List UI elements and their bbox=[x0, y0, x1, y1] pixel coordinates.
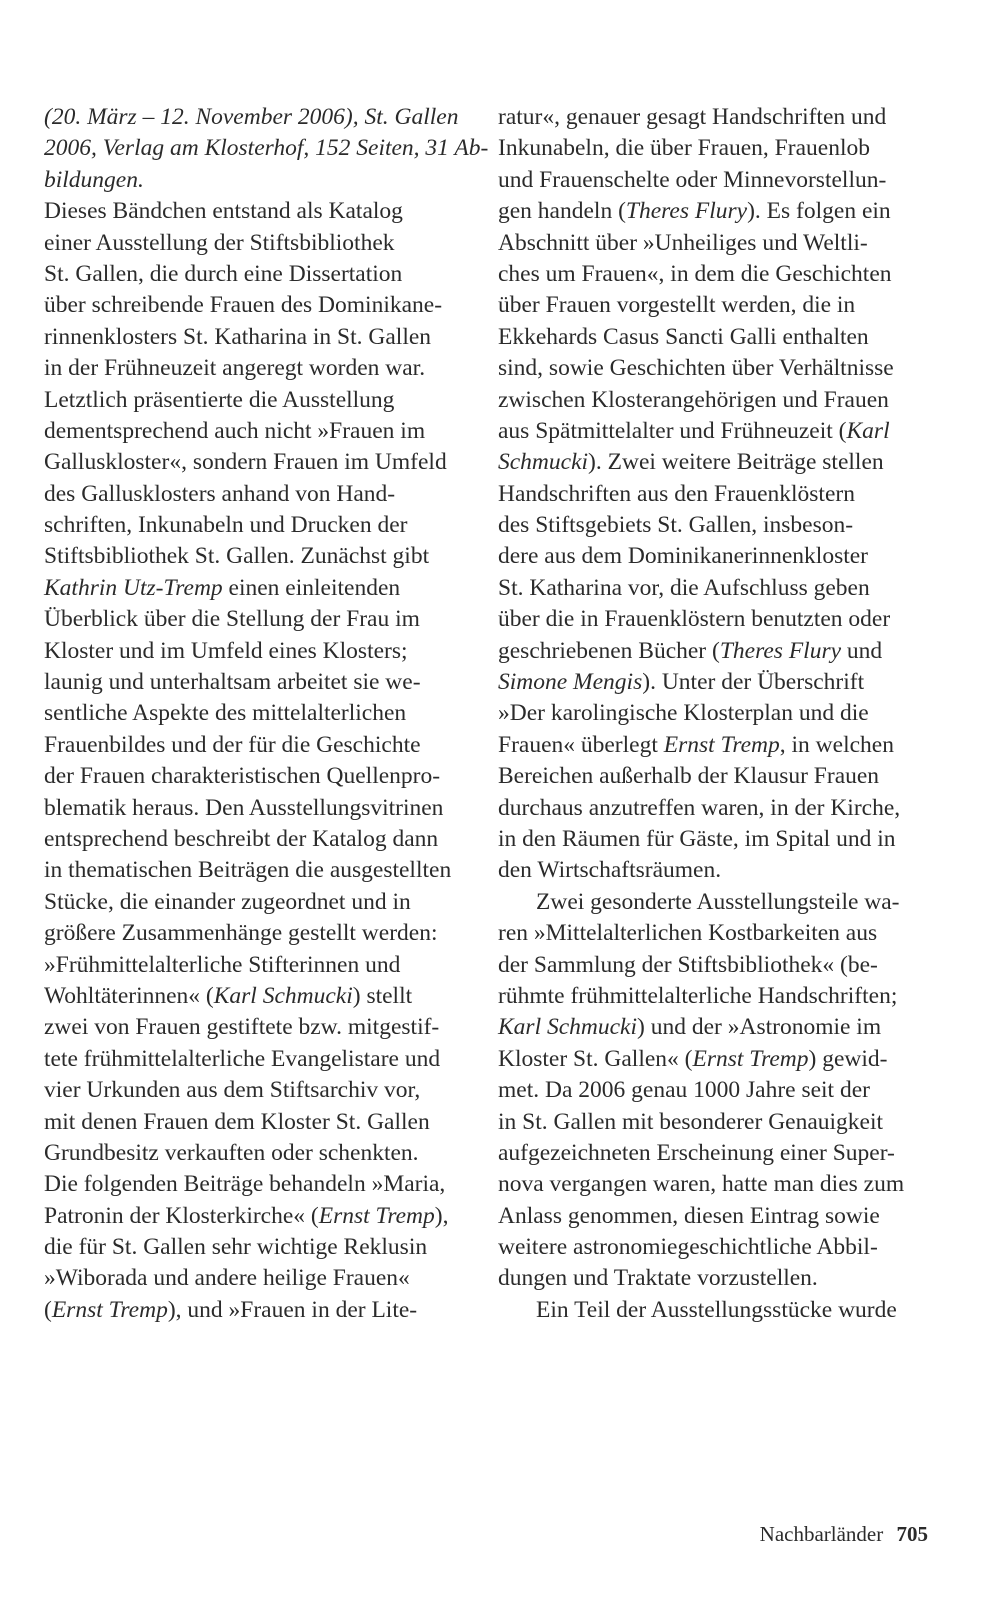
text-line bbox=[498, 636, 930, 667]
text-segment: Stiftsbibliothek St. Gallen. Zunächst gibt bbox=[44, 543, 430, 570]
text-line bbox=[44, 1107, 464, 1138]
text-line bbox=[44, 604, 464, 635]
text-line bbox=[44, 447, 464, 478]
text-segment: St. Gallen, die durch eine Dissertation bbox=[44, 260, 403, 287]
text-line bbox=[44, 1012, 464, 1043]
text-segment: geschriebenen Bücher ( bbox=[498, 637, 720, 664]
text-segment: rinnenklosters St. Katharina in St. Gallen bbox=[44, 323, 432, 350]
text-line bbox=[44, 290, 464, 321]
text-segment: Grundbesitz verkauften oder schenkten. bbox=[44, 1139, 419, 1166]
text-segment: Anlass genommen, diesen Eintrag sowie bbox=[498, 1202, 880, 1229]
text-line bbox=[498, 385, 930, 416]
text-segment: Stücke, die einander zugeordnet und in bbox=[44, 888, 411, 915]
text-segment: Bereichen außerhalb der Klausur Frauen bbox=[498, 763, 880, 790]
text-line bbox=[498, 793, 930, 824]
text-line bbox=[44, 573, 464, 604]
text-segment: einen einleitenden bbox=[222, 574, 401, 601]
italic-text-segment: Karl Schmucki bbox=[498, 1014, 638, 1041]
text-segment: ratur«, genauer gesagt Handschriften und bbox=[498, 104, 887, 130]
text-line bbox=[44, 228, 464, 259]
text-segment: Wohltäterinnen« ( bbox=[44, 982, 214, 1009]
text-line bbox=[498, 1012, 930, 1043]
text-segment: »Der karolingische Klosterplan und die bbox=[498, 700, 869, 727]
text-segment: ). Zwei weitere Beiträge stellen bbox=[588, 449, 884, 476]
text-segment: ) stellt bbox=[352, 982, 413, 1009]
text-line bbox=[44, 479, 464, 510]
italic-text-segment: 2006, Verlag am Klosterhof, 152 Seiten, 31 Ab- bbox=[44, 135, 489, 162]
text-segment: Dieses Bändchen entstand als Katalog bbox=[44, 198, 403, 225]
text-line bbox=[498, 1138, 930, 1169]
text-line bbox=[498, 1201, 930, 1232]
text-line bbox=[498, 667, 930, 698]
text-segment: dere aus dem Dominikanerinnenkloster bbox=[498, 543, 869, 570]
text-line bbox=[44, 1232, 464, 1263]
text-segment: aufgezeichneten Erscheinung einer Super- bbox=[498, 1139, 895, 1166]
text-line bbox=[498, 855, 930, 886]
text-segment: in der Frühneuzeit angeregt worden war. bbox=[44, 355, 426, 382]
italic-text-segment: Theres Flury bbox=[719, 637, 842, 664]
text-segment: über Frauen vorgestellt werden, die in bbox=[498, 292, 856, 319]
text-segment: Abschnitt über »Unheiliges und Weltli- bbox=[498, 229, 868, 256]
text-segment: und Frauenschelte oder Minnevorstellun- bbox=[498, 166, 887, 193]
text-line bbox=[44, 855, 464, 886]
text-line bbox=[498, 730, 930, 761]
text-line bbox=[44, 133, 489, 164]
text-segment: Frauen« überlegt bbox=[498, 731, 664, 758]
text-segment: gen handeln ( bbox=[498, 198, 626, 225]
running-footer-section: Nachbarländer bbox=[759, 1522, 884, 1546]
text-segment: weitere astronomiegeschichtliche Abbil- bbox=[498, 1234, 878, 1261]
text-line bbox=[498, 761, 930, 792]
text-line bbox=[498, 102, 930, 133]
text-segment: »Wiborada und andere heilige Frauen« bbox=[44, 1265, 410, 1292]
text-segment: Kloster St. Gallen« ( bbox=[498, 1045, 693, 1072]
text-line bbox=[498, 1263, 930, 1294]
italic-text-segment: (20. März – 12. November 2006), St. Gallen bbox=[44, 104, 459, 130]
text-line bbox=[498, 1107, 930, 1138]
text-segment: zwei von Frauen gestiftete bzw. mitgestif- bbox=[44, 1014, 440, 1041]
text-segment: Die folgenden Beiträge behandeln »Maria, bbox=[44, 1171, 446, 1198]
text-line bbox=[498, 1169, 930, 1200]
text-line bbox=[44, 981, 464, 1012]
text-line bbox=[498, 322, 930, 353]
text-line bbox=[44, 1295, 464, 1326]
text-line bbox=[44, 510, 464, 541]
text-line bbox=[498, 165, 930, 196]
text-line bbox=[44, 1138, 464, 1169]
text-segment: Handschriften aus den Frauenklöstern bbox=[498, 480, 855, 507]
text-line bbox=[44, 1044, 464, 1075]
italic-text-segment: Ernst Tremp bbox=[692, 1045, 809, 1072]
text-segment: der Sammlung der Stiftsbibliothek« (be- bbox=[498, 951, 878, 978]
text-line bbox=[44, 385, 464, 416]
page-number: 705 bbox=[896, 1522, 928, 1546]
text-segment: Zwei gesonderte Ausstellungsteile wa- bbox=[536, 888, 900, 915]
text-line bbox=[498, 604, 930, 635]
text-line bbox=[44, 761, 464, 792]
text-line bbox=[44, 102, 464, 133]
text-line bbox=[44, 667, 464, 698]
text-segment: ren »Mittelalterlichen Kostbarkeiten aus bbox=[498, 920, 878, 947]
text-segment: ). Es folgen ein bbox=[747, 198, 891, 225]
text-line bbox=[498, 698, 930, 729]
text-segment: Ekkehards Casus Sancti Galli enthalten bbox=[498, 323, 869, 350]
text-line bbox=[44, 1075, 464, 1106]
text-segment: ) gewid- bbox=[808, 1045, 888, 1072]
text-segment: und bbox=[841, 637, 883, 664]
right-text-column bbox=[498, 102, 930, 1326]
text-line bbox=[44, 541, 464, 572]
italic-text-segment: Kathrin Utz-Tremp bbox=[44, 574, 223, 601]
text-line bbox=[44, 1263, 464, 1294]
text-line bbox=[498, 981, 930, 1012]
text-line bbox=[44, 322, 464, 353]
text-segment: in thematischen Beiträgen die ausgestellten bbox=[44, 857, 452, 884]
italic-text-segment: Ernst Tremp bbox=[51, 1296, 168, 1323]
text-line bbox=[498, 1044, 930, 1075]
text-segment: den Wirtschaftsräumen. bbox=[498, 857, 722, 884]
text-line bbox=[44, 698, 464, 729]
text-line bbox=[498, 447, 930, 478]
text-segment: dungen und Traktate vorzustellen. bbox=[498, 1265, 818, 1292]
text-segment: zwischen Klosterangehörigen und Frauen bbox=[498, 386, 889, 413]
text-line bbox=[498, 1075, 930, 1106]
text-segment: Kloster und im Umfeld eines Klosters; bbox=[44, 637, 408, 664]
text-segment: in St. Gallen mit besonderer Genauigkeit bbox=[498, 1108, 884, 1135]
italic-text-segment: Theres Flury bbox=[625, 198, 748, 225]
text-segment: blematik heraus. Den Ausstellungsvitrinen bbox=[44, 794, 444, 821]
text-segment: über schreibende Frauen des Dominikane- bbox=[44, 292, 443, 319]
text-segment: ), bbox=[434, 1202, 449, 1229]
text-segment: in den Räumen für Gäste, im Spital und in bbox=[498, 825, 896, 852]
text-line bbox=[44, 636, 464, 667]
italic-text-segment: Ernst Tremp bbox=[318, 1202, 435, 1229]
text-line bbox=[44, 353, 464, 384]
text-segment: Letztlich präsentierte die Ausstellung bbox=[44, 386, 395, 413]
text-segment: des Stiftsgebiets St. Gallen, insbeson- bbox=[498, 512, 854, 539]
text-segment: Patronin der Klosterkirche« ( bbox=[44, 1202, 319, 1229]
text-segment: sentliche Aspekte des mittelalterlichen bbox=[44, 700, 407, 727]
text-line bbox=[498, 228, 930, 259]
text-segment: »Frühmittelalterliche Stifterinnen und bbox=[44, 951, 401, 978]
italic-text-segment: Simone Mengis bbox=[498, 669, 643, 696]
text-line bbox=[44, 165, 464, 196]
text-segment: nova vergangen waren, hatte man dies zum bbox=[498, 1171, 905, 1198]
text-segment: sind, sowie Geschichten über Verhältnisse bbox=[498, 355, 894, 382]
text-segment: über die in Frauenklöstern benutzten oder bbox=[498, 606, 891, 633]
text-segment: ) und der »Astronomie im bbox=[637, 1014, 882, 1041]
text-line bbox=[498, 950, 930, 981]
text-segment: rühmte frühmittelalterliche Handschriften; bbox=[498, 982, 898, 1009]
italic-text-segment: Schmucki bbox=[498, 449, 589, 476]
text-segment: ( bbox=[44, 1296, 52, 1323]
text-line bbox=[498, 353, 930, 384]
text-line bbox=[498, 479, 930, 510]
text-line bbox=[498, 541, 930, 572]
text-segment: entsprechend beschreibt der Katalog dann bbox=[44, 825, 439, 852]
text-segment: ches um Frauen«, in dem die Geschichten bbox=[498, 260, 892, 287]
italic-text-segment: Karl Schmucki bbox=[213, 982, 353, 1009]
text-segment: launig und unterhaltsam arbeitet sie we- bbox=[44, 669, 421, 696]
text-segment: Frauenbildes und der für die Geschichte bbox=[44, 731, 421, 758]
text-segment: schriften, Inkunabeln und Drucken der bbox=[44, 512, 408, 539]
text-line bbox=[498, 416, 930, 447]
text-line bbox=[498, 1232, 930, 1263]
italic-text-segment: Karl bbox=[846, 417, 890, 444]
text-segment: des Gallusklosters anhand von Hand- bbox=[44, 480, 396, 507]
text-line bbox=[44, 196, 464, 227]
text-segment: ), und »Frauen in der Lite- bbox=[167, 1296, 418, 1323]
text-line bbox=[44, 730, 464, 761]
text-line bbox=[498, 259, 930, 290]
text-segment: größere Zusammenhänge gestellt werden: bbox=[44, 920, 438, 947]
text-segment: met. Da 2006 genau 1000 Jahre seit der bbox=[498, 1077, 870, 1104]
text-line bbox=[498, 196, 930, 227]
text-line bbox=[44, 793, 464, 824]
text-segment: einer Ausstellung der Stiftsbibliothek bbox=[44, 229, 395, 256]
text-segment: Ein Teil der Ausstellungsstücke wurde bbox=[536, 1296, 897, 1323]
text-line bbox=[44, 950, 464, 981]
text-segment: vier Urkunden aus dem Stiftsarchiv vor, bbox=[44, 1077, 421, 1104]
text-line bbox=[44, 1169, 464, 1200]
text-line bbox=[44, 1201, 464, 1232]
text-segment: die für St. Gallen sehr wichtige Reklusin bbox=[44, 1234, 428, 1261]
text-line bbox=[498, 510, 930, 541]
text-line bbox=[44, 259, 464, 290]
text-segment: der Frauen charakteristischen Quellenpro- bbox=[44, 763, 441, 790]
text-line bbox=[498, 1295, 930, 1326]
text-segment: St. Katharina vor, die Aufschluss geben bbox=[498, 574, 870, 601]
text-segment: tete frühmittelalterliche Evangelistare und bbox=[44, 1045, 441, 1072]
text-segment: dementsprechend auch nicht »Frauen im bbox=[44, 417, 426, 444]
left-text-column bbox=[44, 102, 489, 1326]
text-segment: ). Unter der Überschrift bbox=[642, 669, 865, 696]
text-line bbox=[498, 887, 930, 918]
text-segment: Galluskloster«, sondern Frauen im Umfeld bbox=[44, 449, 447, 476]
text-segment: Inkunabeln, die über Frauen, Frauenlob bbox=[498, 135, 870, 162]
text-line bbox=[498, 824, 930, 855]
text-segment: aus Spätmittelalter und Frühneuzeit ( bbox=[498, 417, 847, 444]
text-line bbox=[498, 133, 930, 164]
italic-text-segment: Ernst Tremp bbox=[663, 731, 780, 758]
text-segment: mit denen Frauen dem Kloster St. Gallen bbox=[44, 1108, 430, 1135]
text-segment: durchaus anzutreffen waren, in der Kirche, bbox=[498, 794, 901, 821]
text-line bbox=[44, 887, 464, 918]
text-line bbox=[44, 824, 464, 855]
text-line bbox=[44, 918, 464, 949]
text-line bbox=[498, 918, 930, 949]
text-line bbox=[498, 290, 930, 321]
italic-text-segment: bildungen. bbox=[44, 166, 144, 193]
text-segment: , in welchen bbox=[779, 731, 894, 758]
text-segment: Überblick über die Stellung der Frau im bbox=[44, 606, 420, 633]
page-footer bbox=[760, 1522, 928, 1547]
text-line bbox=[498, 573, 930, 604]
text-line bbox=[44, 416, 464, 447]
